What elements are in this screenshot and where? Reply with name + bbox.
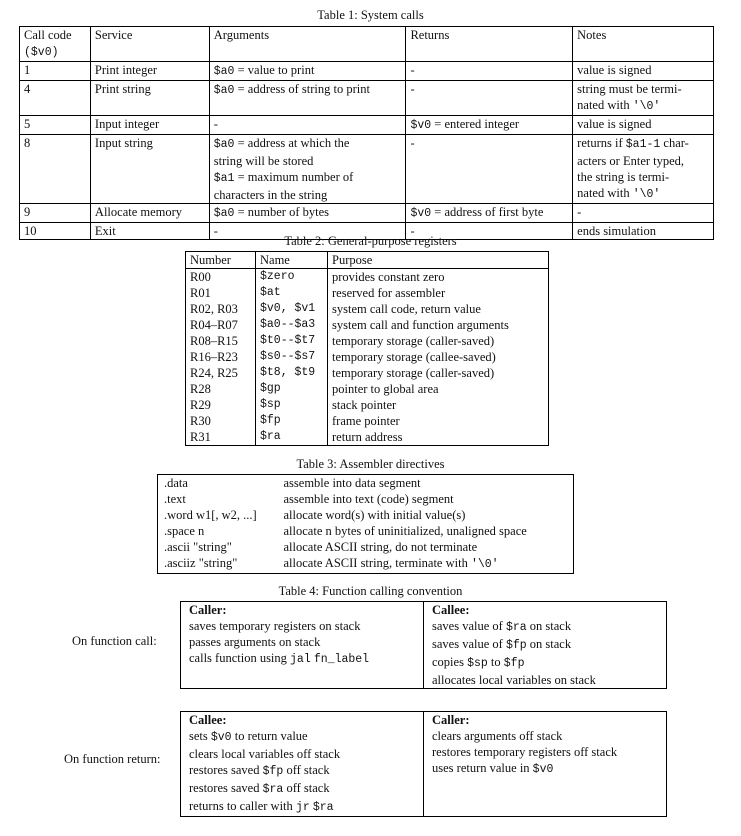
call-code-cell [20,62,91,81]
text-line: clears arguments off stack [432,729,563,743]
ret-right-head: Caller: [424,712,667,729]
register-purpose: temporary storage (caller-saved) [328,365,549,381]
call-caller-steps [181,618,424,689]
notes-cell [573,116,714,135]
header-purpose: Purpose [328,252,549,269]
register-number: R28 [190,382,211,396]
text-line: saves value of $ra on stack [432,619,572,634]
table-row [186,397,549,413]
notes-cell [573,204,714,223]
service-cell [90,204,209,223]
text-line: $a0 = number of bytes [213,205,329,220]
header-call-code: Call code ($v0) [20,27,91,62]
text-line: returns if $a1-1 char- [577,136,689,151]
text-line: allocates local variables on stack [432,673,596,687]
register-purpose: system call and function arguments [328,317,549,333]
text-line: - [410,82,415,96]
table-row [158,523,574,539]
service-cell [90,62,209,81]
text-line: $v0 = address of first byte [410,205,544,220]
table-row [20,135,714,204]
text-line: 5 [24,117,31,131]
service-cell [90,135,209,204]
register-number: R00 [190,270,211,284]
register-name: $a0--$a3 [256,317,328,333]
table-row [20,116,714,135]
arguments-cell [209,135,406,204]
returns-cell [406,116,573,135]
text-line: value is signed [577,63,652,77]
text-line: clears local variables off stack [189,747,341,761]
text-line: value is signed [577,117,652,131]
registers-table [185,251,549,446]
on-call-label: On function call: [72,634,157,648]
service-cell [90,81,209,116]
notes-cell [573,81,714,116]
header-name: Name [256,252,328,269]
text-line: - [213,117,218,131]
arguments-cell [209,62,406,81]
table-row [158,555,574,574]
header-returns: Returns [406,27,573,62]
register-purpose: system call code, return value [328,301,549,317]
text-line: Exit [94,224,116,238]
register-name: $t0--$t7 [256,333,328,349]
text-line: 1 [24,63,31,77]
register-name: $s0--$s7 [256,349,328,365]
text-line: Input string [94,136,153,150]
text-line: characters in the string [213,188,328,202]
returns-cell [406,135,573,204]
register-purpose: return address [328,429,549,446]
text-line: 9 [24,205,31,219]
directive: .ascii "string" [164,540,232,554]
on-return-label: On function return: [64,752,161,766]
table-row [186,365,549,381]
text-line: returns to caller with jr $ra [189,799,334,814]
ret-left-head: Callee: [189,713,227,727]
table-row [158,475,574,492]
register-number: R04–R07 [190,318,238,332]
table-header-row [20,27,714,62]
call-code-cell [20,135,91,204]
text-line: $a0 = address of string to print [213,82,370,97]
text-line: Print string [94,82,151,96]
table-row [186,317,549,333]
table-row [158,539,574,555]
table-row [186,429,549,446]
register-purpose: frame pointer [328,413,549,429]
text-line: $v0 = entered integer [410,117,520,132]
table-row [186,381,549,397]
directive-description: allocate n bytes of uninitialized, unaligned space [283,524,527,538]
register-name: $gp [256,381,328,397]
text-line: $a0 = value to print [213,63,315,78]
header-service: Service [90,27,209,62]
function-call-table [180,601,667,689]
table3-caption: Table 3: Assembler directives [296,457,445,471]
text-line: $a1 = maximum number of [213,170,354,185]
directive: .space n [164,524,205,538]
directive: .text [164,492,186,506]
register-number: R29 [190,398,211,412]
call-callee-steps [424,618,667,689]
text-line: the string is termi- [577,170,670,184]
directive-description: assemble into text (code) segment [283,492,454,506]
returns-cell [406,81,573,116]
directive: .word w1[, w2, ...] [164,508,257,522]
directives-table [157,474,574,574]
text-line: saves temporary registers on stack [189,619,361,633]
text-line: 4 [24,82,31,96]
text-line: restores saved $fp off stack [189,763,330,778]
notes-cell [573,62,714,81]
table4-caption: Table 4: Function calling convention [278,584,463,598]
text-line: 8 [24,136,31,150]
register-name: $v0, $v1 [256,301,328,317]
text-line: acters or Enter typed, [577,154,685,168]
text-line: Allocate memory [94,205,183,219]
text-line: ends simulation [577,224,656,238]
register-name: $t8, $t9 [256,365,328,381]
table-row [186,301,549,317]
return-caller-steps [424,728,667,817]
register-name: $zero [256,269,328,286]
text-line: Input integer [94,117,160,131]
call-code-cell [20,204,91,223]
register-purpose: pointer to global area [328,381,549,397]
text-line: $a0 = address at which the [213,136,350,151]
directive: .data [164,476,188,490]
table-row [186,333,549,349]
register-purpose: temporary storage (caller-saved) [328,333,549,349]
returns-cell [406,62,573,81]
register-purpose: reserved for assembler [328,285,549,301]
register-name: $ra [256,429,328,446]
table-row [186,413,549,429]
table-row [158,507,574,523]
text-line: string must be termi- [577,82,682,96]
table-header-row [186,252,549,269]
text-line: sets $v0 to return value [189,729,308,744]
text-line: uses return value in $v0 [432,761,554,776]
notes-cell [573,135,714,204]
call-right-head: Callee: [424,602,667,619]
register-number: R01 [190,286,211,300]
register-number: R30 [190,414,211,428]
system-calls-table [19,26,714,240]
table-row [186,285,549,301]
text-line: saves value of $fp on stack [432,637,572,652]
arguments-cell [209,204,406,223]
register-purpose: provides constant zero [328,269,549,286]
table-row [20,81,714,116]
header-number: Number [186,252,256,269]
directive-description: assemble into data segment [283,476,421,490]
directive-description: allocate ASCII string, terminate with '\0' [283,556,499,571]
call-code-cell [20,116,91,135]
text-line: - [213,224,218,238]
call-left-head: Caller: [189,603,227,617]
text-line: - [577,205,582,219]
text-line: passes arguments on stack [189,635,321,649]
text-line: restores saved $ra off stack [189,781,330,796]
text-line: - [410,63,415,77]
register-number: R31 [190,430,211,444]
register-number: R08–R15 [190,334,238,348]
call-code-cell [20,81,91,116]
directive: .asciiz "string" [164,556,238,570]
table1-caption: Table 1: System calls [317,8,424,22]
text-line: copies $sp to $fp [432,655,525,670]
text-line: - [410,224,415,238]
table-row [158,491,574,507]
returns-cell [406,204,573,223]
table-row [186,269,549,286]
register-number: R02, R03 [190,302,238,316]
register-name: $fp [256,413,328,429]
header-arguments: Arguments [209,27,406,62]
register-name: $sp [256,397,328,413]
arguments-cell [209,81,406,116]
arguments-cell [209,116,406,135]
table-row [20,62,714,81]
text-line: nated with '\0' [577,98,661,113]
table2-caption: Table 2: General-purpose registers [284,234,457,248]
text-line: Print integer [94,63,158,77]
directive-description: allocate ASCII string, do not terminate [283,540,478,554]
directive-description: allocate word(s) with initial value(s) [283,508,466,522]
table-row [20,204,714,223]
table-row [186,349,549,365]
text-line: nated with '\0' [577,186,661,201]
header-notes: Notes [573,27,714,62]
function-return-table [180,711,667,817]
text-line: - [410,136,415,150]
return-callee-steps [181,728,424,817]
text-line: string will be stored [213,154,314,168]
text-line: restores temporary registers off stack [432,745,618,759]
text-line: calls function using jal fn_label [189,651,370,666]
service-cell [90,116,209,135]
register-purpose: temporary storage (callee-saved) [328,349,549,365]
register-number: R16–R23 [190,350,238,364]
text-line: 10 [24,224,37,238]
register-number: R24, R25 [190,366,238,380]
register-name: $at [256,285,328,301]
register-purpose: stack pointer [328,397,549,413]
